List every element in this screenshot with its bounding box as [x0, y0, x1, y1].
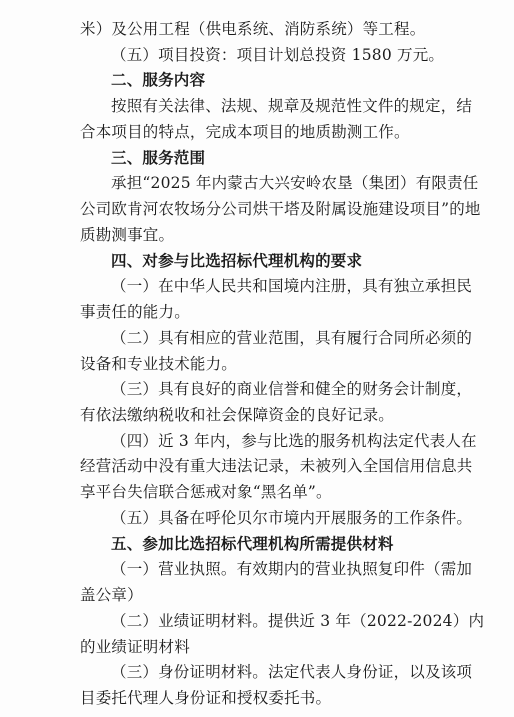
text-line: 合本项目的特点，完成本项目的地质勘测工作。 [80, 123, 410, 141]
text-line: 的业绩证明材料 [80, 638, 190, 656]
text-line: （三）身份证明材料。法定代表人身份证，以及该项 [111, 663, 473, 681]
section-heading: 四、对参与比选招标代理机构的要求 [111, 251, 363, 270]
text-line: （二）业绩证明材料。提供近 3 年（2022-2024）内 [111, 612, 485, 630]
text-line: 米）及公用工程（供电系统、消防系统）等工程。 [80, 20, 426, 38]
section-heading: 三、服务范围 [111, 148, 206, 167]
text-line: 公司欧肯河农牧场分公司烘干塔及附属设施建设项目”的地 [80, 200, 481, 218]
text-line: 经营活动中没有重大违法记录，未被列入全国信用信息共 [80, 457, 473, 475]
text-line: （二）具有相应的营业范围，具有履行合同所必须的 [111, 329, 473, 347]
text-line: 享平台失信联合惩戒对象“黑名单”。 [80, 483, 332, 501]
section-heading: 二、服务内容 [111, 70, 206, 89]
text-line: （五）具备在呼伦贝尔市境内开展服务的工作条件。 [111, 509, 473, 527]
text-line: 按照有关法律、法规、规章及规范性文件的规定，结 [111, 97, 473, 115]
text-line: 质勘测事宜。 [80, 226, 175, 244]
text-line: 事责任的能力。 [80, 303, 190, 321]
text-line: （三）具有良好的商业信誉和健全的财务会计制度， [111, 380, 473, 398]
text-line: 盖公章） [80, 586, 143, 604]
text-line: 承担“2025 年内蒙古大兴安岭农垦（集团）有限责任 [111, 174, 479, 192]
text-line: （一）营业执照。有效期内的营业执照复印件（需加 [111, 560, 473, 578]
text-line: 目委托代理人身份证和授权委托书。 [80, 689, 332, 707]
text-line: 有依法缴纳税收和社会保障资金的良好记录。 [80, 406, 395, 424]
text-line: （五）项目投资：项目计划总投资 1580 万元。 [111, 46, 445, 64]
section-heading: 五、参加比选招标代理机构所需提供材料 [111, 534, 394, 553]
text-line: （四）近 3 年内，参与比选的服务机构法定代表人在 [111, 432, 477, 450]
text-line: 设备和专业技术能力。 [80, 355, 238, 373]
text-line: （一）在中华人民共和国境内注册，具有独立承担民 [111, 277, 473, 295]
